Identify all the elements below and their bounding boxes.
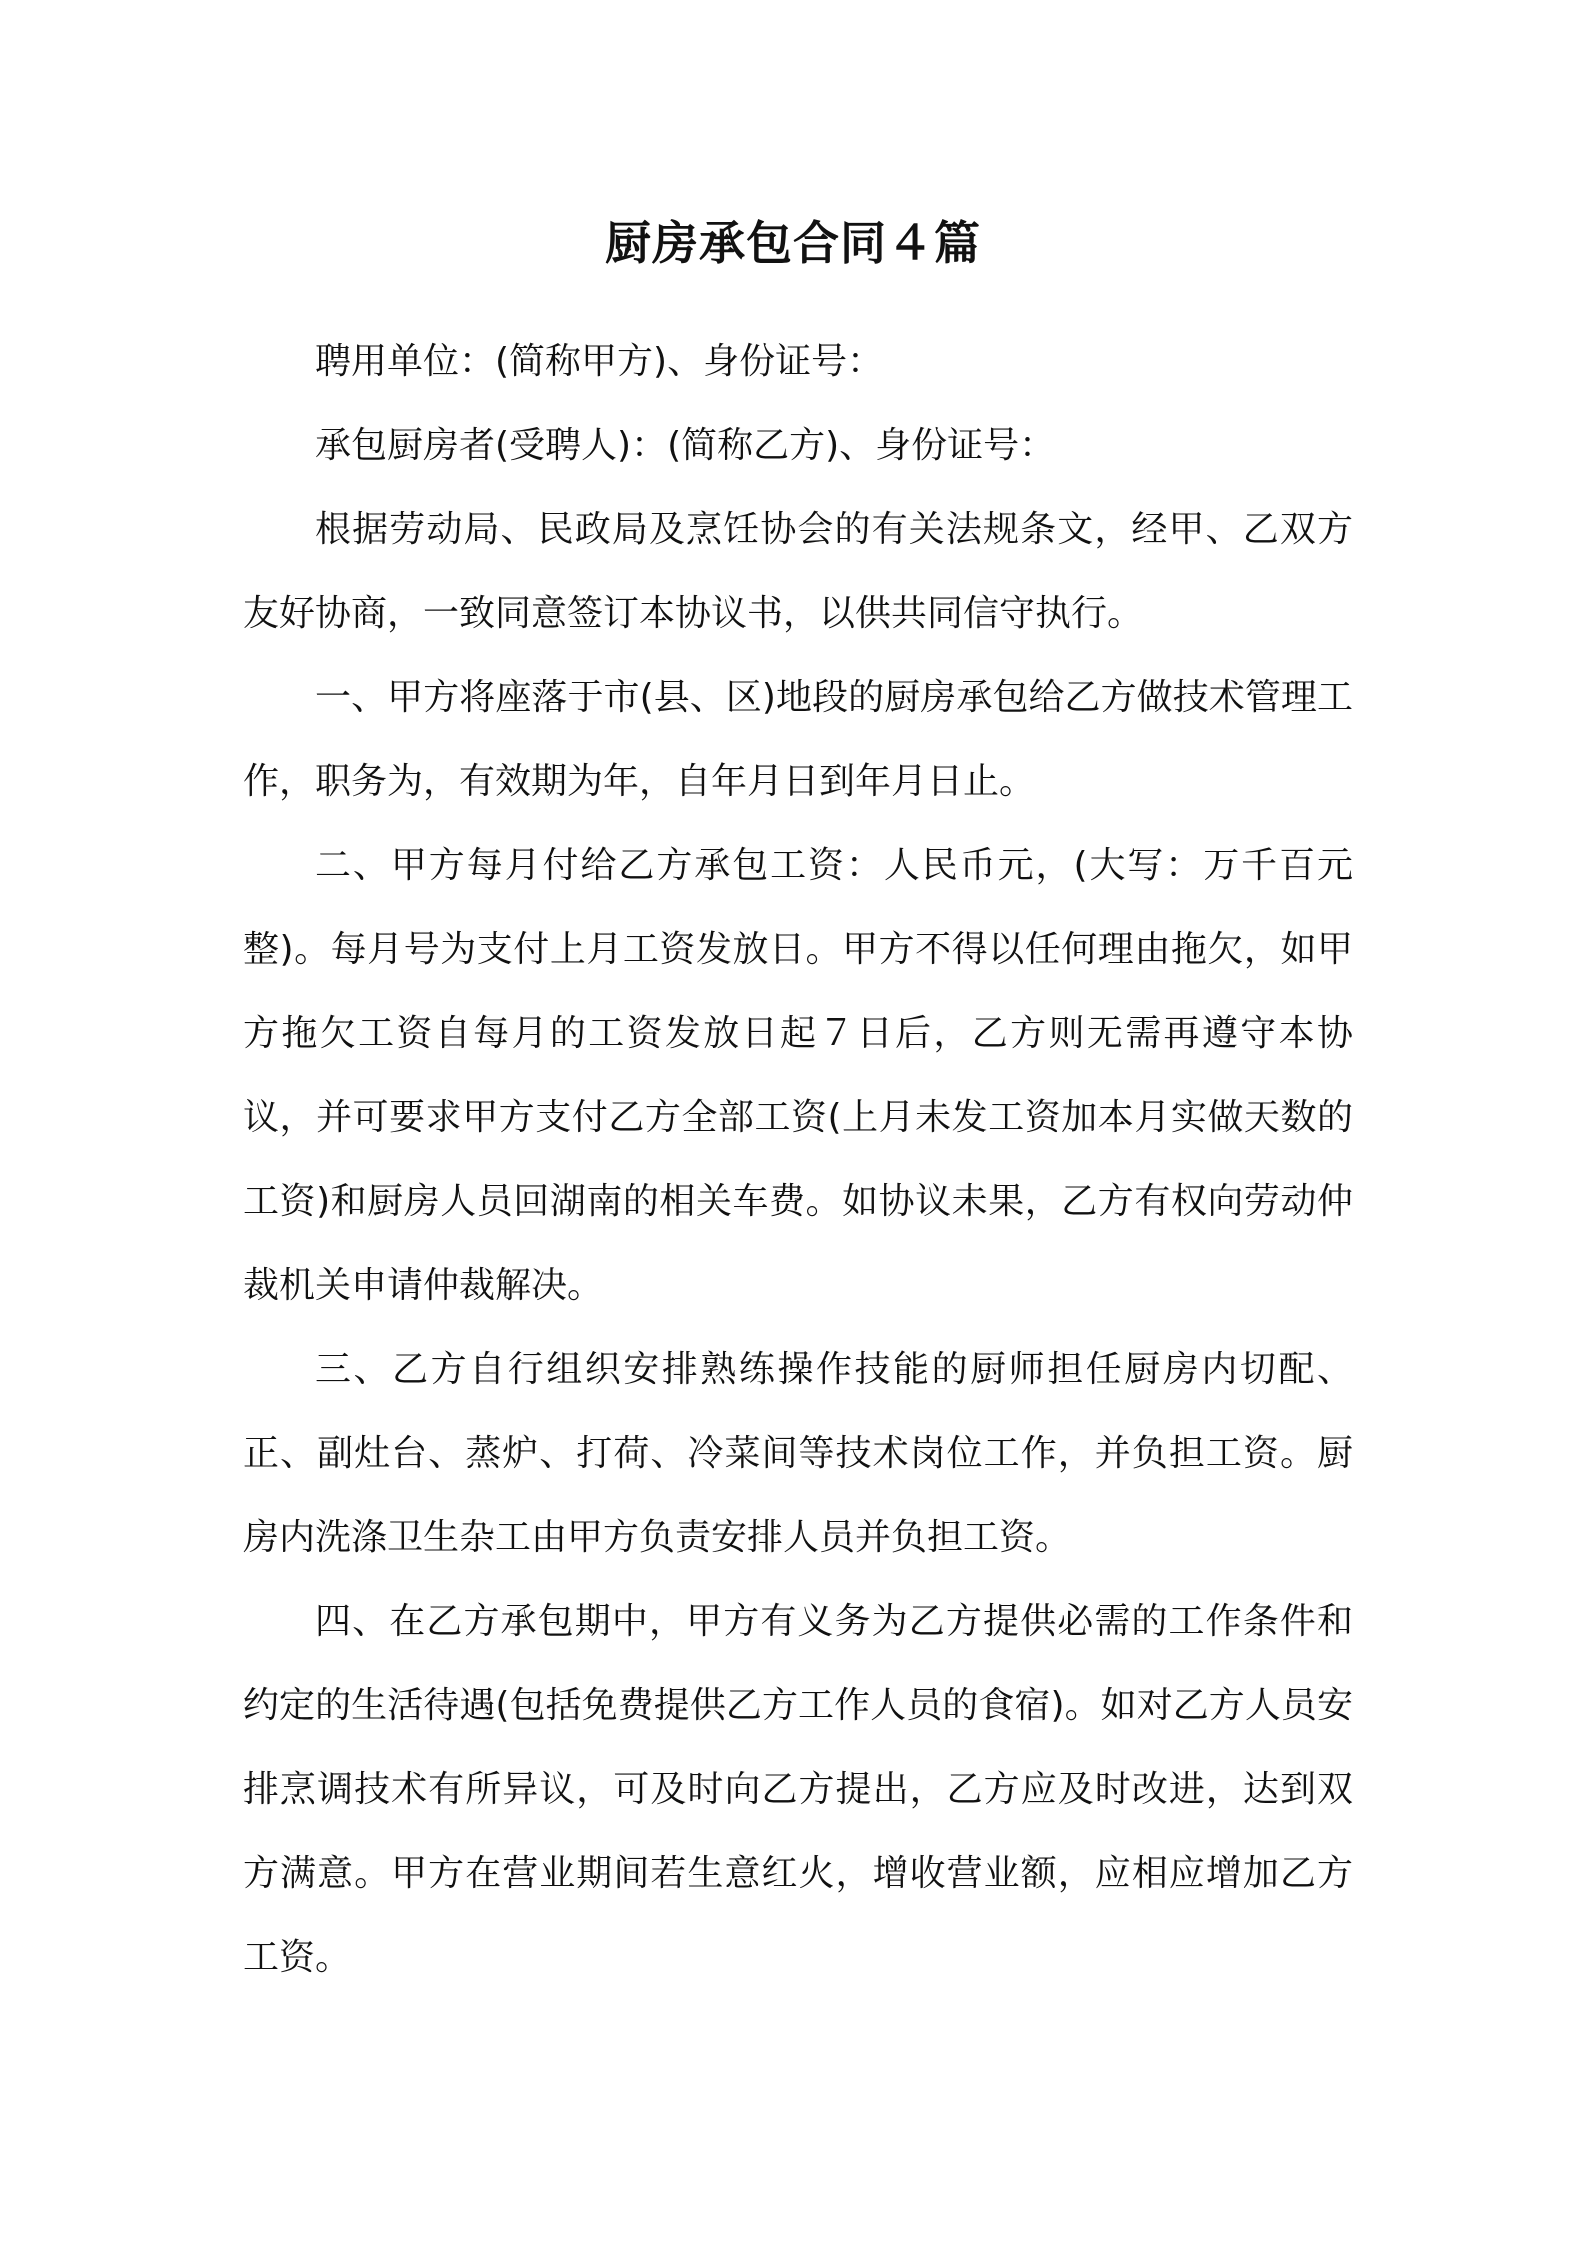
paragraph-employer: 聘用单位：(简称甲方)、身份证号： xyxy=(315,341,884,382)
paragraph-preamble: 根据劳动局、民政局及烹饪协会的有关法规条文，经甲、乙双方友好协商，一致同意签订本协议书，以供共同信守执行。 xyxy=(243,509,1353,634)
paragraph-clause-4: 四、在乙方承包期中，甲方有义务为乙方提供必需的工作条件和约定的生活待遇(包括免费提供乙方工作人员的食宿)。如对乙方人员安排烹调技术有所异议，可及时向乙方提出，乙方应及时改进，达到双方满意。甲方在营业期间若生意红火，增收营业额，应相应增加乙方工资。 xyxy=(243,1601,1353,1978)
paragraph-clause-3: 三、乙方自行组织安排熟练操作技能的厨师担任厨房内切配、正、副灶台、蒸炉、打荷、冷菜间等技术岗位工作，并负担工资。厨房内洗涤卫生杂工由甲方负责安排人员并负担工资。 xyxy=(243,1349,1353,1558)
paragraph-clause-1: 一、甲方将座落于市(县、区)地段的厨房承包给乙方做技术管理工作，职务为，有效期为年，自年月日到年月日止。 xyxy=(243,677,1353,802)
document-title: 厨房承包合同４篇 xyxy=(605,216,981,270)
document-body xyxy=(243,320,1353,2000)
paragraph-clause-2: 二、甲方每月付给乙方承包工资：人民币元，(大写：万千百元整)。每月号为支付上月工资发放日。甲方不得以任何理由拖欠，如甲方拖欠工资自每月的工资发放日起７日后，乙方则无需再遵守本协议，并可要求甲方支付乙方全部工资(上月未发工资加本月实做天数的工资)和厨房人员回湖南的相关车费。如协议未果，乙方有权向劳动仲裁机关申请仲裁解决。 xyxy=(243,845,1353,1306)
paragraph-contractor: 承包厨房者(受聘人)：(简称乙方)、身份证号： xyxy=(315,425,1056,466)
